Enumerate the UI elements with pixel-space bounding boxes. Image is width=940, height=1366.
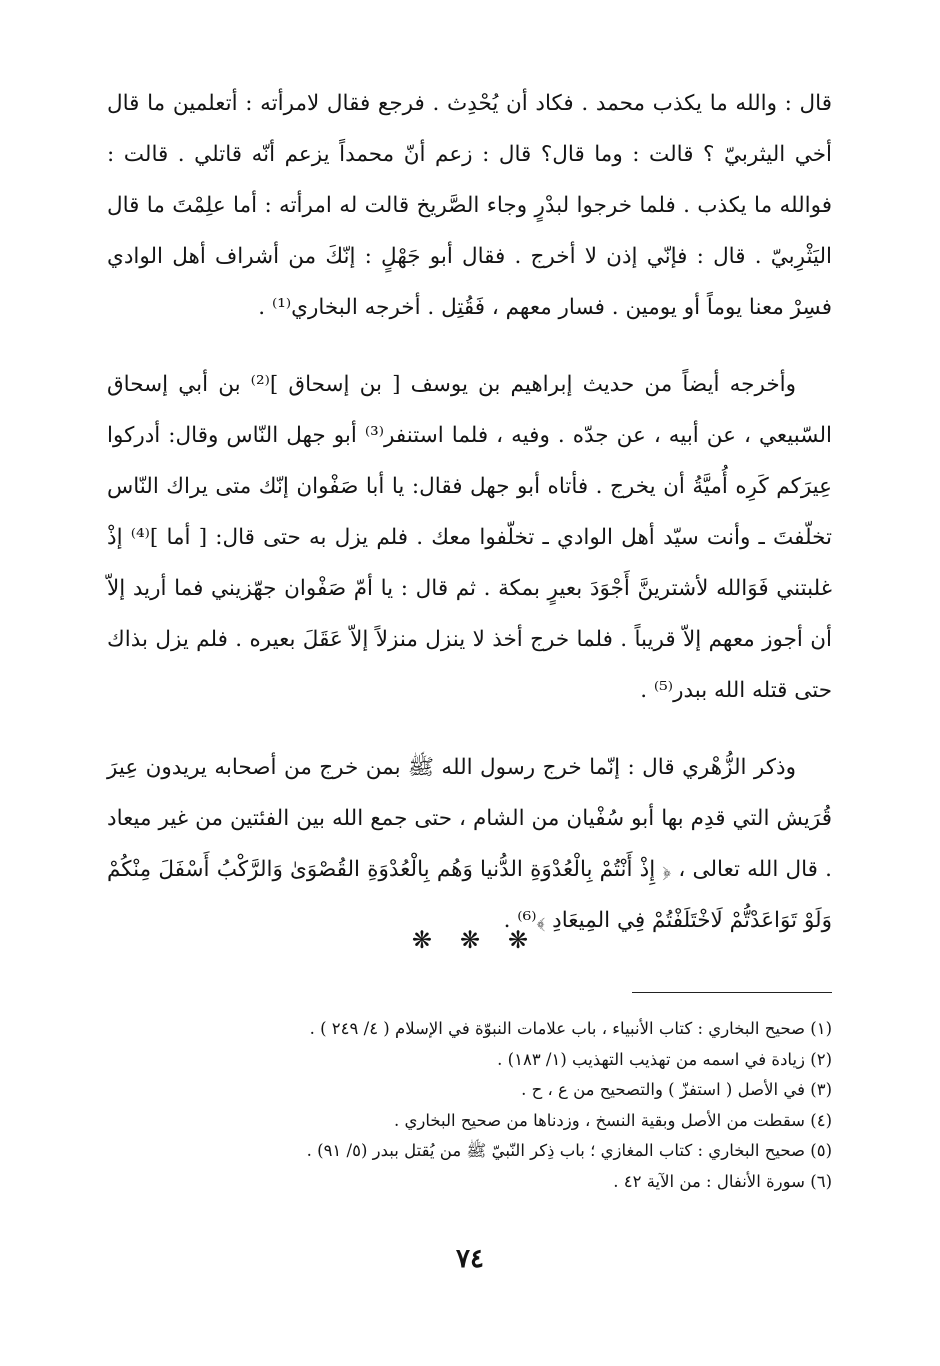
asterism-icon: ❋ bbox=[508, 926, 557, 954]
paragraph-3 bbox=[107, 742, 832, 946]
footnote-6: (٦) سورة الأنفال : من الآية ٤٢ . bbox=[613, 1171, 832, 1191]
footnote-1: (١) صحيح البخاري : كتاب الأنبياء ، باب علامات النبوّة في الإسلام ( ٤/ ٢٤٩ ) . bbox=[309, 1019, 832, 1038]
paragraph-1-text: قال : والله ما يكذب محمد . فكاد أن يُحْدِث . فرجع فقال لامرأته : أتعلمين ما قال أخي اليثربيّ ؟ قالت : وما قال؟ قال : زعم أنّ محمداً يزعم أنّه قاتلي . قالت : فوالله ما يكذب . فلما خرجوا لبدْرٍ وجاء الصَّريخ قالت له امرأته : أما علِمْتَ ما قال اليَثْرِبيّ . قال : فإنّي إذن لا أخرج . فقال أبو جَهْلٍ : إنّكَ من أشراف أهل الوادي فسِرْ معنا يوماً أو يومين . فسار معهم ، فَقُتِل . أخرجه البخاري⁽¹⁾ . bbox=[107, 91, 832, 320]
section-divider-ornament bbox=[0, 926, 940, 954]
asterism-icon: ❋ bbox=[411, 926, 460, 954]
footnote-5: (٥) صحيح البخاري : كتاب المغازي ؛ باب ذِكر النّبيّ ﷺ من يُقتل ببدر (٥/ ٩١) . bbox=[306, 1141, 832, 1161]
footnote-separator-rule bbox=[632, 992, 832, 993]
paragraph-2 bbox=[107, 359, 832, 716]
paragraph-3-text: وذكر الزُّهْري قال : إنّما خرج رسول الله ﷺ بمن خرج من أصحابه يريدون عِيرَ قُرَيش التي قدِم بها أبو سُفْيان من الشام ، حتى جمع الله بين الفئتين من غير ميعاد . قال الله تعالى ، ﴿ إِذْ أَنْتُمْ بِالْعُدْوَةِ الدُّنيا وَهُم بِالْعُدْوَةِ القُصْوَىٰ وَالرَّكْبُ أَسْفَلَ مِنْكُمْ وَلَوْ تَوَاعَدْتُّمْ لَاخْتَلَفْتُمْ فِي المِيعَادِ ﴾⁽⁶⁾ . bbox=[107, 755, 832, 933]
footnote-4: (٤) سقطت من الأصل وبقية النسخ ، وزدناها من صحيح البخاري . bbox=[394, 1110, 832, 1130]
page-number: ٧٤ bbox=[456, 1244, 484, 1274]
paragraph-2-text: وأخرجه أيضاً من حديث إبراهيم بن يوسف [ بن إسحاق ]⁽²⁾ بن أبي إسحاق السّبيعي ، عن أبيه ، عن جدّه . وفيه ، فلما استنفر⁽³⁾ أبو جهل النّاس وقال: أدركوا عِيرَكم كَرِه أُميَّةُ أن يخرج . فأتاه أبو جهل فقال: يا أبا صَفْوان إنّك متى يراك النّاس تخلّفتَ ـ وأنت سيّد أهل الوادي ـ تخلّفوا معك . فلم يزل به حتى قال: [ أما ]⁽⁴⁾ إذْ غلبتني فَوَالله لأشترينَّ أَجْوَدَ بعيرٍ بمكة . ثم قال : يا أمّ صَفْوان جهّزيني فما أريد إلاّ أن أجوز معهم إلاّ قريباً . فلما خرج أخذ لا ينزل منزلاً إلاّ عَقَلَ بعيره . فلم يزل بذاك حتى قتله الله ببدر⁽⁵⁾ . bbox=[107, 372, 832, 703]
footnote-3: (٣) في الأصل ( استفزّ ) والتصحيح من ع ، ح . bbox=[521, 1080, 832, 1100]
footnote-2: (٢) زيادة في اسمه من تهذيب التهذيب (١/ ١٨٣) . bbox=[497, 1049, 832, 1069]
main-text bbox=[107, 78, 832, 946]
footnotes-list bbox=[107, 1014, 832, 1198]
paragraph-1 bbox=[107, 78, 832, 333]
asterism-icon: ❋ bbox=[459, 926, 509, 954]
